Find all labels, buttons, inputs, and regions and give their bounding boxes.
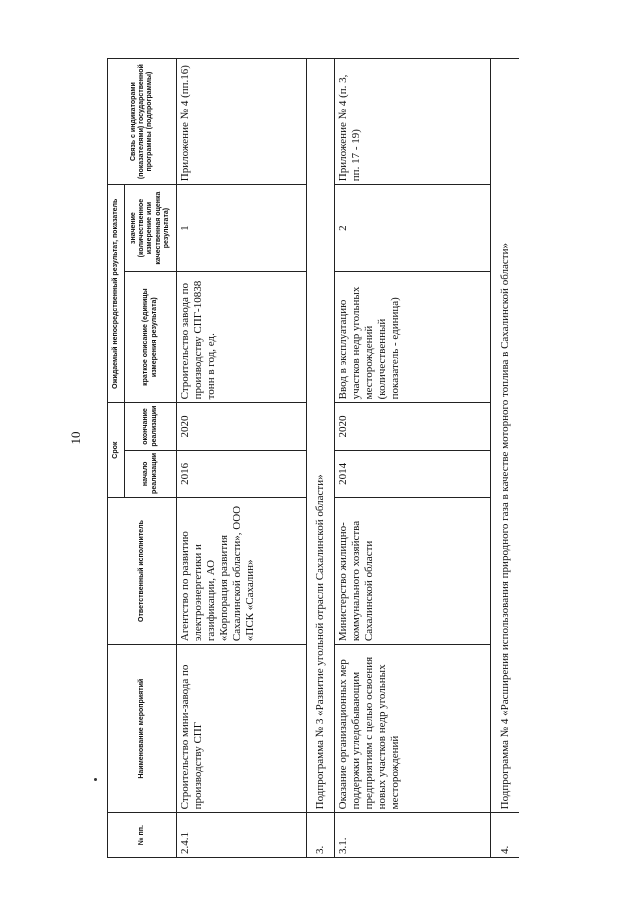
subprogram-title: Подпрограмма № 4 «Расширения использования природного газа в качестве моторного топлива в Сахалинской области» xyxy=(491,59,520,813)
rotated-table-container xyxy=(107,58,519,858)
table-row xyxy=(335,59,491,858)
row-link: Приложение № 4 (п. 3, пп. 17 - 19) xyxy=(335,59,491,185)
row-start: 2014 xyxy=(335,450,491,497)
row-value: 2 xyxy=(335,185,491,272)
header-row-top xyxy=(108,59,125,858)
row-executor: Министерство жилищно-коммунального хозяйства Сахалинской области xyxy=(335,497,491,644)
header-name: Наименование мероприятий xyxy=(108,645,177,813)
row-end: 2020 xyxy=(177,403,307,450)
row-link: Приложение № 4 (пп.16) xyxy=(177,59,307,185)
row-num: 3.1. xyxy=(335,813,491,858)
header-term-end: окончание реализации xyxy=(125,403,177,450)
header-link: Связь с индикаторами (показателями) государственной программы (подпрограммы) xyxy=(108,59,177,185)
header-term-start: начало реализации xyxy=(125,450,177,497)
row-name: Оказание организационных мер поддержки угледобывающим предприятиям с целью освоения новых участков недр угольных месторождений xyxy=(335,645,491,813)
header-result: Ожидаемый непосредственный результат, показатель xyxy=(108,185,125,403)
header-result-desc: краткое описание (единицы измерения результата) xyxy=(125,271,177,402)
header-result-value: значение (количественное измерение или качественная оценка результата) xyxy=(125,185,177,272)
header-term: Срок xyxy=(108,403,125,498)
row-num: 4. xyxy=(491,813,520,858)
row-end: 2020 xyxy=(335,403,491,450)
row-executor: Агентство по развитию электроэнергетики и газификации, АО «Корпорация развития Сахалинской области», ООО «ПСК «Сахалин» xyxy=(177,497,307,644)
subprogram-row xyxy=(491,59,520,858)
header-executor: Ответственный исполнитель xyxy=(108,497,177,644)
row-name: Строительство мини-завода по производству СПГ xyxy=(177,645,307,813)
row-desc: Строительство завода по производству СПГ-10838 тонн в год, ед. xyxy=(177,271,307,402)
program-activities-table xyxy=(107,58,519,858)
program-table-frame xyxy=(107,58,519,858)
table-row xyxy=(177,59,307,858)
row-num: 2.4.1 xyxy=(177,813,307,858)
scan-speck xyxy=(94,778,97,781)
row-desc: Ввод в эксплуатацию участков недр угольных месторождений (количественный показатель - единица) xyxy=(335,271,491,402)
row-num: 3. xyxy=(307,813,335,858)
row-start: 2016 xyxy=(177,450,307,497)
subprogram-row xyxy=(307,59,335,858)
header-num: № пп. xyxy=(108,813,177,858)
subprogram-title: Подпрограмма № 3 «Развитие угольной отрасли Сахалинской области» xyxy=(307,59,335,813)
row-value: 1 xyxy=(177,185,307,272)
page-number: 10 xyxy=(68,431,83,445)
